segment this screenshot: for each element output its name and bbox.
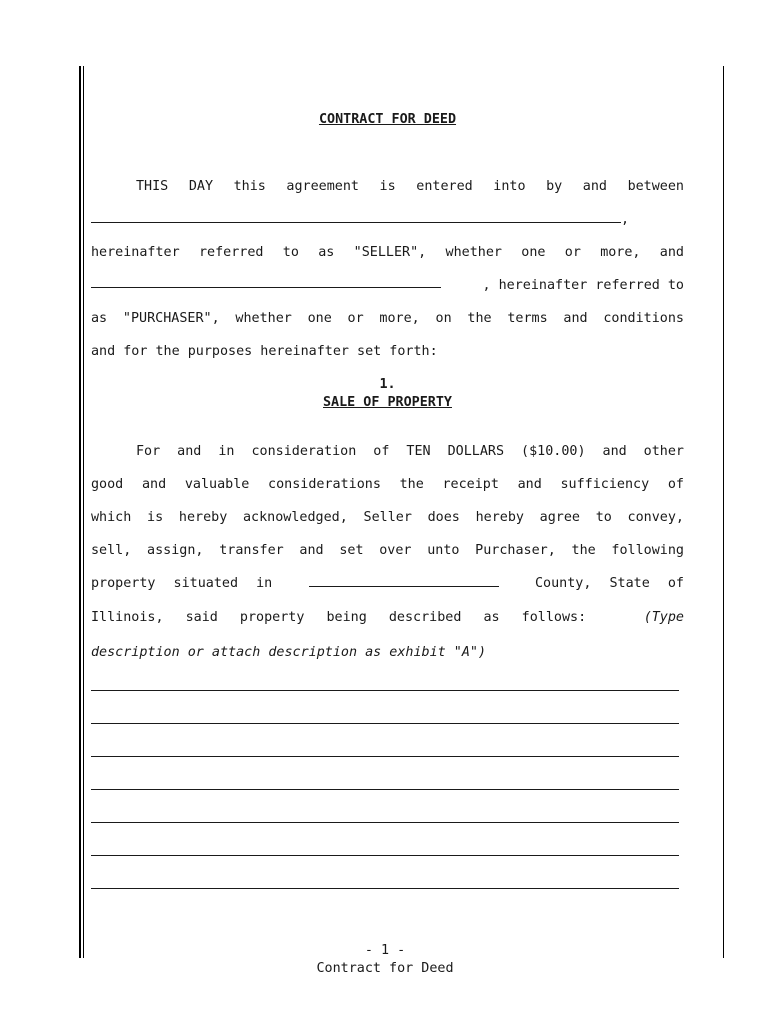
intro-line-6: and for the purposes hereinafter set forth: [91,344,438,359]
description-blank-line[interactable] [91,888,679,889]
purchaser-blank-suffix: , hereinafter referred to [482,278,684,293]
seller-name-line [91,211,684,229]
seller-blank-suffix: , [621,212,630,227]
description-blank-line[interactable] [91,756,679,757]
sec1-line-6 [91,609,684,627]
sec1-line-6-italic: (Type [643,610,684,625]
sec1-line-6-text: Illinois, said property being described as follows: [91,610,587,625]
description-blank-line[interactable] [91,723,679,724]
section-1-number: 1. [379,377,396,392]
purchaser-name-blank[interactable] [91,277,441,288]
description-blank-line[interactable] [91,789,679,790]
left-margin-rule-thin [83,66,84,958]
footer-title: Contract for Deed [316,961,454,976]
intro-line-5: as "PURCHASER", whether one or more, on the terms and conditions [91,311,684,326]
sec1-line-1: For and in consideration of TEN DOLLARS ($10.00) and other [136,444,684,459]
page-number: - 1 - [364,943,406,958]
sec1-line-2: good and valuable considerations the receipt and sufficiency of [91,477,684,492]
left-margin-rule-thick [79,66,81,958]
county-blank[interactable] [309,576,499,587]
intro-line-1: THIS DAY this agreement is entered into by and between [136,179,684,194]
description-blank-line[interactable] [91,855,679,856]
sec1-line-5 [91,575,684,593]
county-line-suffix: County, State of [535,576,684,591]
sec1-line-7-italic: description or attach description as exhibit "A") [91,645,487,660]
sec1-line-3: which is hereby acknowledged, Seller does hereby agree to convey, [91,510,684,525]
seller-name-blank[interactable] [91,212,621,223]
description-blank-line[interactable] [91,822,679,823]
property-description-lines [91,690,679,921]
purchaser-name-line [91,277,684,295]
intro-line-3: hereinafter referred to as "SELLER", whether one or more, and [91,245,684,260]
right-margin-rule [723,66,724,958]
section-1-heading: SALE OF PROPERTY [323,395,452,410]
county-line-prefix: property situated in [91,576,273,591]
sec1-line-4: sell, assign, transfer and set over unto Purchaser, the following [91,543,684,558]
document-title: CONTRACT FOR DEED [318,112,457,127]
description-blank-line[interactable] [91,690,679,691]
